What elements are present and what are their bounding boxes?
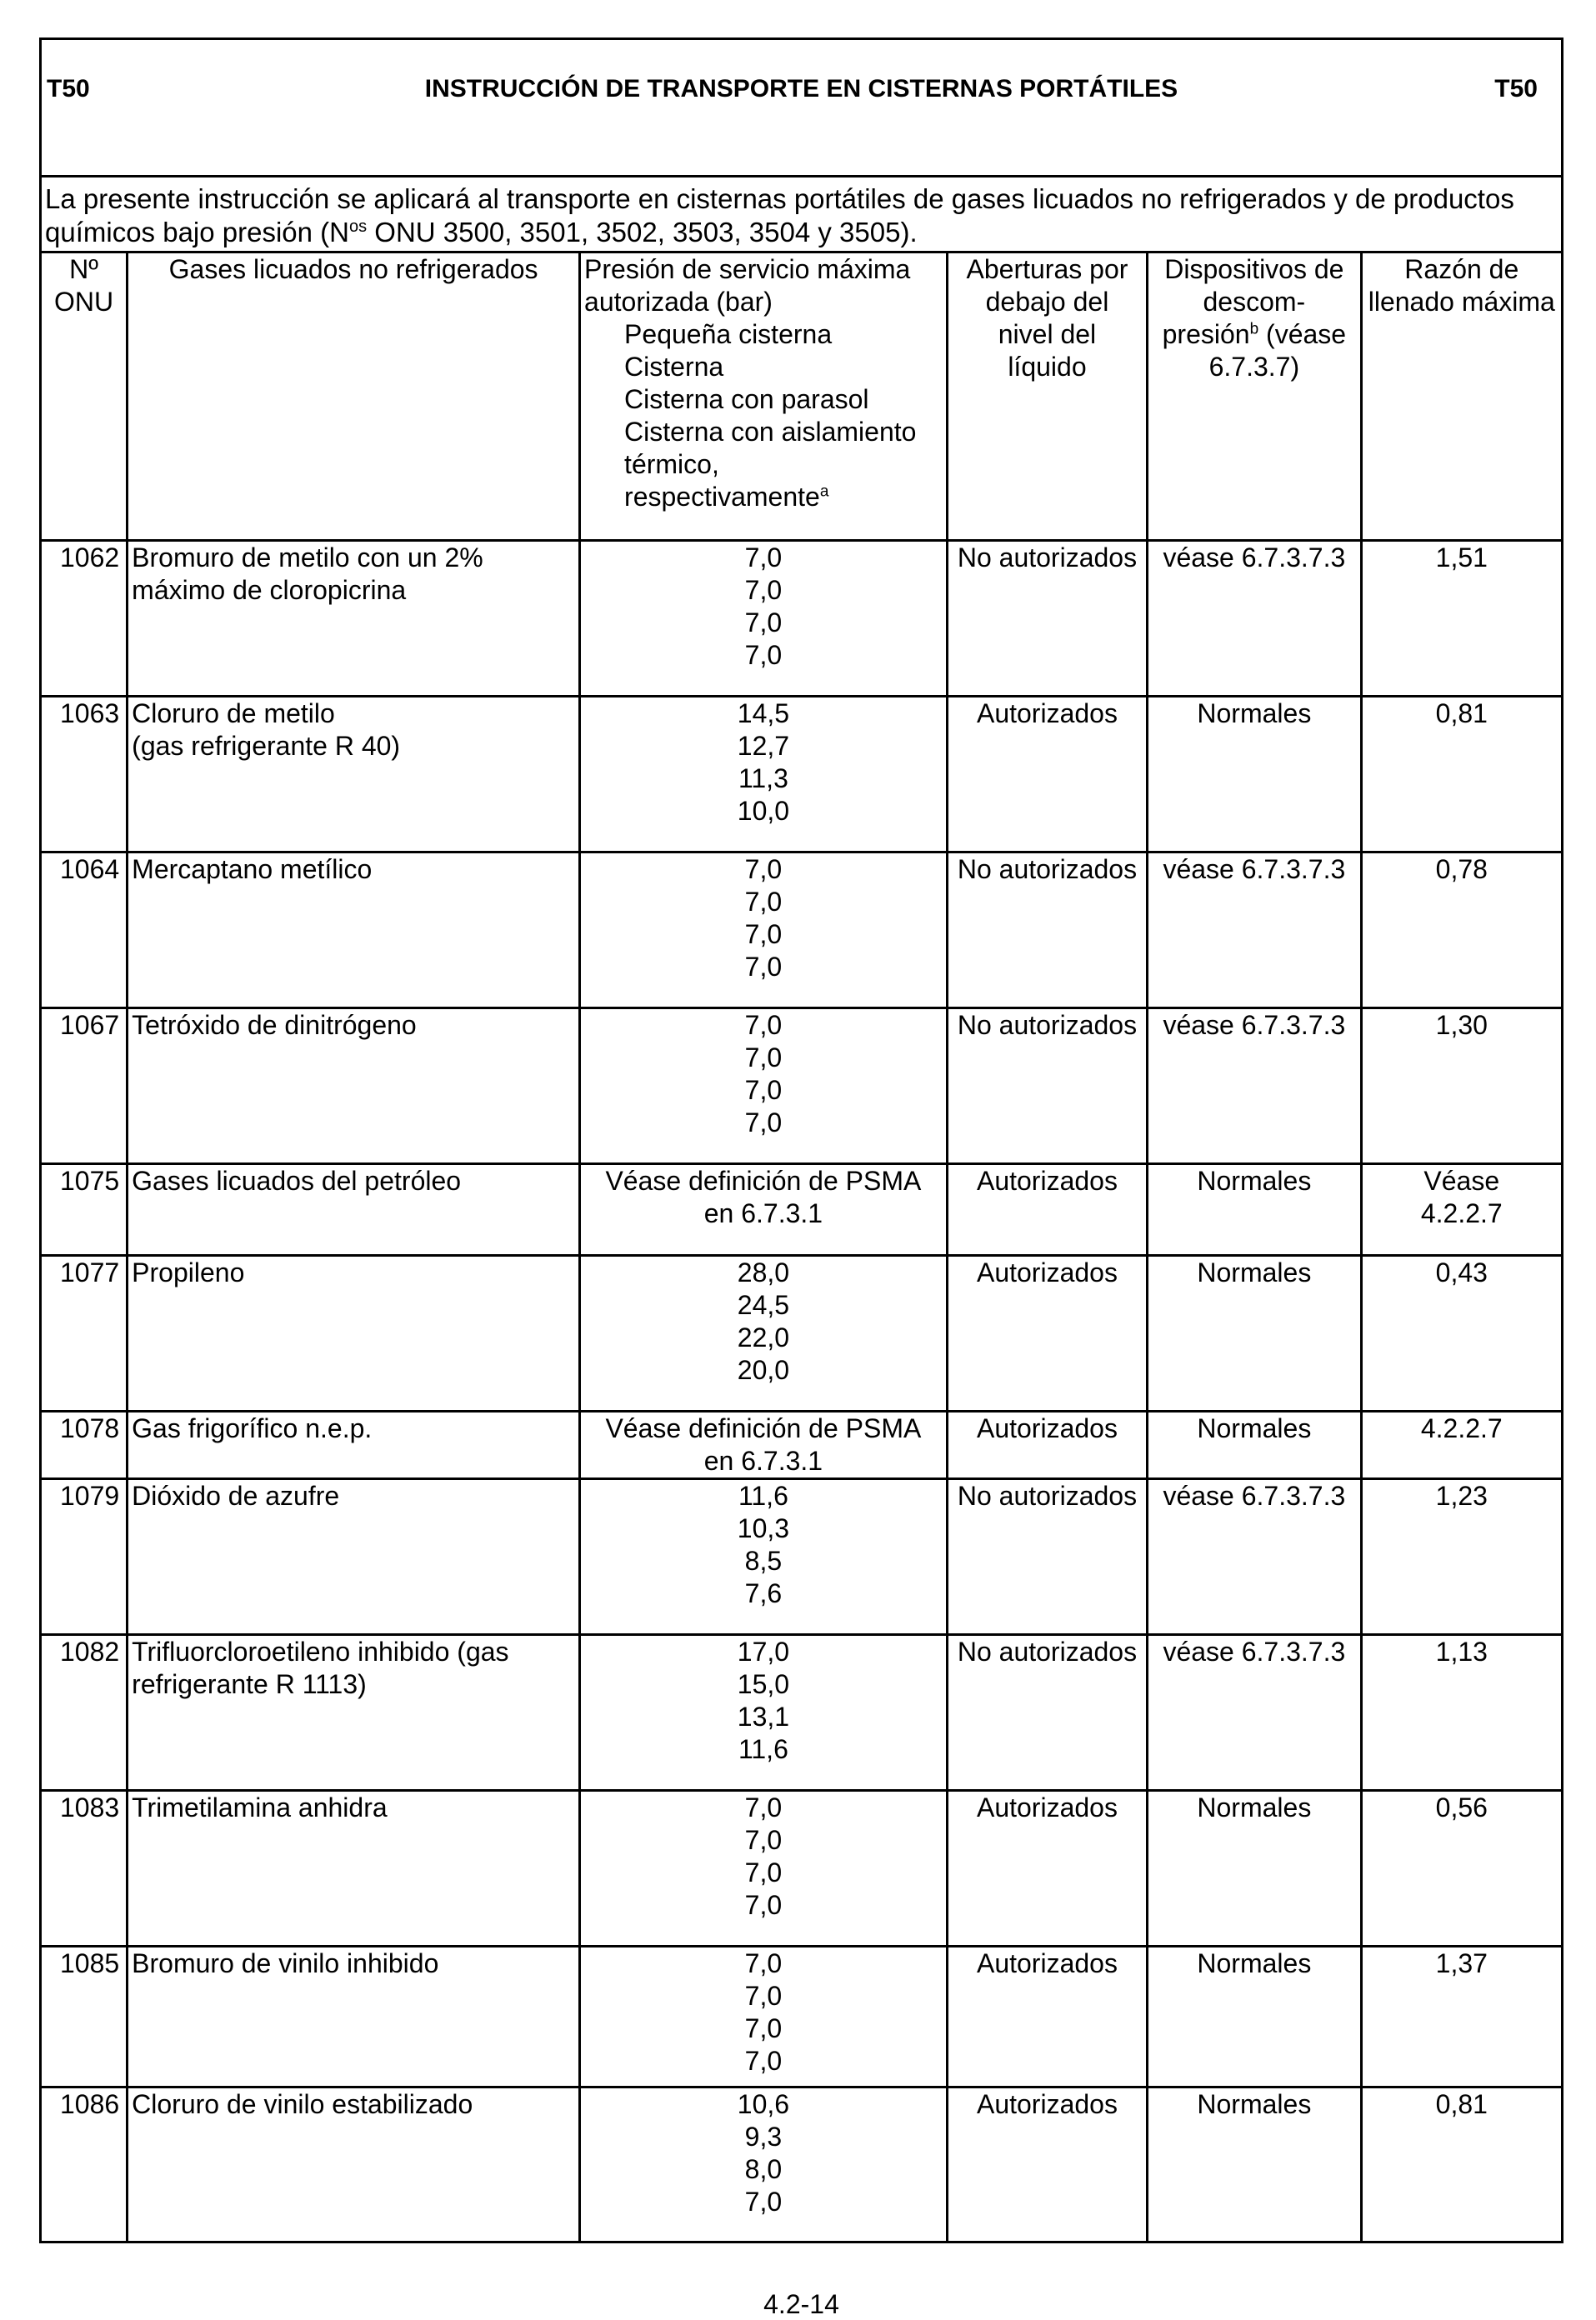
onu-number: 1063 [59, 698, 120, 728]
onu-number-cell [41, 1164, 128, 1256]
pressure-cell [580, 1008, 948, 1164]
onu-number-cell [41, 2088, 128, 2242]
onu-number-cell [41, 1256, 128, 1412]
pressure-value: 14,5 [737, 698, 790, 728]
devices-cell [1148, 697, 1361, 852]
devices-cell [1148, 1791, 1361, 1947]
gas-name-cell [128, 852, 580, 1008]
openings-value: No autorizados [957, 542, 1138, 572]
header-pressure-line: Presión de servicio máxima [584, 254, 911, 284]
header-pressure-sub: Cisterna con aislamiento [624, 417, 917, 447]
gas-name-cell [128, 1164, 580, 1256]
openings-value: Autorizados [976, 1792, 1118, 1822]
pressure-value: 7,0 [744, 1858, 783, 1888]
pressure-cell [580, 1256, 948, 1412]
onu-number-cell [41, 1947, 128, 2088]
onu-number-cell [41, 1008, 128, 1164]
table-row [41, 1412, 1563, 1479]
ratio-cell [1361, 1791, 1562, 1947]
pressure-value: 7,0 [744, 2046, 783, 2076]
openings-cell [947, 1635, 1147, 1791]
onu-number-cell [41, 541, 128, 697]
gas-name-cell [128, 697, 580, 852]
pressure-value: 11,3 [738, 763, 788, 793]
intro-sup: os [349, 218, 368, 236]
pressure-value: 7,0 [744, 1825, 783, 1855]
pressure-value: 7,0 [744, 1981, 783, 2011]
ratio-value: 1,51 [1435, 542, 1488, 572]
title-row [41, 39, 1563, 177]
pressure-value: 7,0 [744, 854, 783, 884]
ratio-value: 0,81 [1435, 698, 1488, 728]
intro-text-end: ONU 3500, 3501, 3502, 3503, 3504 y 3505). [367, 217, 918, 248]
pressure-cell [580, 1635, 948, 1791]
pressure-value: 10,6 [737, 2089, 790, 2119]
pressure-cell [580, 1791, 948, 1947]
devices-cell [1148, 1256, 1361, 1412]
gas-name-line: refrigerante R 1113) [132, 1669, 367, 1699]
pressure-value: 7,0 [744, 575, 783, 605]
devices-cell [1148, 1947, 1361, 2088]
pressure-value: 7,6 [744, 1578, 783, 1608]
gas-name-cell [128, 1947, 580, 2088]
header-pressure [580, 252, 948, 541]
devices-value: véase 6.7.3.7.3 [1163, 1010, 1346, 1040]
onu-number-cell [41, 1635, 128, 1791]
openings-cell [947, 1164, 1147, 1256]
gas-name-line: Propileno [132, 1258, 245, 1288]
header-pressure-sub: Cisterna con parasol [624, 384, 869, 414]
pressure-value: 7,0 [744, 952, 783, 982]
gas-name-cell [128, 2088, 580, 2242]
gas-name-cell [128, 1008, 580, 1164]
gas-name-line: Mercaptano metílico [132, 854, 373, 884]
onu-number: 1067 [59, 1010, 120, 1040]
table-row [41, 2088, 1563, 2242]
ratio-value: 1,30 [1435, 1010, 1488, 1040]
ratio-value: 1,23 [1435, 1481, 1488, 1511]
ratio-cell [1361, 1412, 1562, 1479]
devices-value: Normales [1197, 1166, 1312, 1196]
openings-cell [947, 1412, 1147, 1479]
pressure-cell [580, 1164, 948, 1256]
pressure-value: 7,0 [744, 640, 783, 670]
pressure-value: 7,0 [744, 1792, 783, 1822]
table-row [41, 1479, 1563, 1635]
pressure-value: 7,0 [744, 1948, 783, 1978]
openings-cell [947, 2088, 1147, 2242]
gas-name-cell [128, 541, 580, 697]
openings-value: Autorizados [976, 1166, 1118, 1196]
header-devices [1148, 252, 1361, 541]
openings-value: Autorizados [976, 1948, 1118, 1978]
pressure-value: 7,0 [744, 887, 783, 917]
pressure-value: 7,0 [744, 1042, 783, 1072]
table-row [41, 1164, 1563, 1256]
pressure-cell [580, 852, 948, 1008]
pressure-value: 8,5 [744, 1546, 783, 1576]
devices-cell [1148, 1412, 1361, 1479]
ratio-value: 0,43 [1435, 1258, 1488, 1288]
onu-number: 1078 [59, 1413, 120, 1443]
gas-name-line: Tetróxido de dinitrógeno [132, 1010, 417, 1040]
header-devices-text: (véase [1258, 319, 1347, 349]
openings-cell [947, 697, 1147, 852]
gas-name-line: Trimetilamina anhidra [132, 1792, 388, 1822]
header-pressure-line: autorizada (bar) [584, 287, 773, 317]
onu-number-cell [41, 1412, 128, 1479]
header-onu-line: Nº [69, 254, 98, 284]
openings-cell [947, 852, 1147, 1008]
onu-number: 1075 [59, 1166, 120, 1196]
t50-table [39, 38, 1563, 2243]
openings-value: Autorizados [976, 1258, 1118, 1288]
pressure-value: 11,6 [738, 1481, 788, 1511]
openings-cell [947, 1256, 1147, 1412]
gas-name-line: Cloruro de metilo [132, 698, 335, 728]
pressure-value: 13,1 [737, 1702, 790, 1732]
openings-value: No autorizados [957, 854, 1138, 884]
footnote-a-marker: a [819, 482, 829, 501]
table-row [41, 1635, 1563, 1791]
header-devices-line: descom- [1203, 287, 1306, 317]
devices-cell [1148, 2088, 1361, 2242]
pressure-value: 7,0 [744, 1010, 783, 1040]
table-row [41, 697, 1563, 852]
gas-name-cell [128, 1412, 580, 1479]
onu-number: 1085 [59, 1948, 120, 1978]
ratio-cell [1361, 1479, 1562, 1635]
intro-text-part: La presente instrucción se aplicará al transporte en cisternas portátiles de gases licuados no refrigerados y de productos químicos bajo presión (N [45, 183, 1514, 248]
devices-cell [1148, 541, 1361, 697]
devices-cell [1148, 1164, 1361, 1256]
table-row [41, 541, 1563, 697]
gas-name-line: Bromuro de metilo con un 2% [132, 542, 483, 572]
devices-value: Normales [1197, 1258, 1312, 1288]
onu-number-cell [41, 697, 128, 852]
devices-value: véase 6.7.3.7.3 [1163, 1481, 1346, 1511]
header-pressure-sub: Cisterna [624, 352, 724, 382]
table-row [41, 852, 1563, 1008]
openings-cell [947, 1479, 1147, 1635]
gas-name-cell [128, 1635, 580, 1791]
devices-cell [1148, 1008, 1361, 1164]
gas-name-line: Cloruro de vinilo estabilizado [132, 2089, 473, 2119]
column-header-row [41, 252, 1563, 541]
devices-value: véase 6.7.3.7.3 [1163, 854, 1346, 884]
header-openings-line: Aberturas por [966, 254, 1128, 284]
table-row [41, 1008, 1563, 1164]
pressure-value: 9,3 [744, 2122, 783, 2152]
table-row [41, 1256, 1563, 1412]
ratio-value: 1,13 [1435, 1637, 1488, 1667]
gas-name-line: Gas frigorífico n.e.p. [132, 1413, 373, 1443]
ratio-cell [1361, 852, 1562, 1008]
ratio-cell [1361, 1008, 1562, 1164]
header-devices-line: Dispositivos de [1164, 254, 1344, 284]
pressure-value: 8,0 [744, 2154, 783, 2184]
gas-name-cell [128, 1791, 580, 1947]
pressure-value: 10,0 [737, 796, 790, 826]
pressure-cell [580, 697, 948, 852]
pressure-value: 7,0 [744, 2013, 783, 2043]
gas-name-cell [128, 1256, 580, 1412]
ratio-value: 4.2.2.7 [1420, 1198, 1503, 1228]
ratio-value: 1,37 [1435, 1948, 1488, 1978]
onu-number-cell [41, 1791, 128, 1947]
onu-number: 1077 [59, 1258, 120, 1288]
pressure-value: 11,6 [738, 1734, 788, 1764]
pressure-value: Véase definición de PSMA [605, 1413, 922, 1443]
intro-row [41, 177, 1563, 252]
pressure-value: 17,0 [737, 1637, 790, 1667]
instruction-code-right: T50 [1494, 75, 1538, 102]
ratio-value: 4.2.2.7 [1420, 1413, 1503, 1443]
header-devices-line [1148, 318, 1359, 351]
header-openings [947, 252, 1147, 541]
devices-cell [1148, 1479, 1361, 1635]
pressure-value: 28,0 [737, 1258, 790, 1288]
pressure-value: 7,0 [744, 542, 783, 572]
onu-number: 1082 [59, 1637, 120, 1667]
devices-value: Normales [1197, 1792, 1312, 1822]
header-ratio-line: Razón de [1404, 254, 1519, 284]
title-cell [41, 39, 1563, 177]
pressure-value: 15,0 [737, 1669, 790, 1699]
pressure-value: 20,0 [737, 1355, 790, 1385]
pressure-cell [580, 1479, 948, 1635]
pressure-cell [580, 541, 948, 697]
ratio-value: 0,81 [1435, 2089, 1488, 2119]
footnote-b-marker: b [1249, 320, 1259, 338]
openings-cell [947, 1008, 1147, 1164]
pressure-value: 12,7 [737, 731, 790, 761]
onu-number: 1079 [59, 1481, 120, 1511]
pressure-value: 7,0 [744, 2187, 783, 2217]
pressure-value: 7,0 [744, 1075, 783, 1105]
table-row [41, 1947, 1563, 2088]
pressure-value: 7,0 [744, 919, 783, 949]
gas-name-line: (gas refrigerante R 40) [132, 731, 401, 761]
openings-value: Autorizados [976, 698, 1118, 728]
header-ratio [1361, 252, 1562, 541]
pressure-value: 7,0 [744, 608, 783, 638]
ratio-cell [1361, 1635, 1562, 1791]
gas-name-line: Trifluorcloroetileno inhibido (gas [132, 1637, 509, 1667]
ratio-cell [1361, 541, 1562, 697]
devices-value: véase 6.7.3.7.3 [1163, 1637, 1346, 1667]
openings-value: Autorizados [976, 1413, 1118, 1443]
openings-cell [947, 541, 1147, 697]
pressure-value: 7,0 [744, 1108, 783, 1138]
devices-value: Normales [1197, 698, 1312, 728]
devices-cell [1148, 1635, 1361, 1791]
pressure-value: en 6.7.3.1 [703, 1446, 823, 1476]
pressure-value: Véase definición de PSMA [605, 1166, 922, 1196]
gas-name-line: Bromuro de vinilo inhibido [132, 1948, 439, 1978]
table-row [41, 1791, 1563, 1947]
openings-cell [947, 1791, 1147, 1947]
devices-cell [1148, 852, 1361, 1008]
page-number: 4.2-14 [763, 2289, 839, 2319]
gas-name-line: Dióxido de azufre [132, 1481, 340, 1511]
header-devices-text: presión [1162, 319, 1250, 349]
instruction-code-left: T50 [47, 75, 90, 102]
intro-text [41, 177, 1563, 252]
ratio-value: 0,78 [1435, 854, 1488, 884]
header-gases [128, 252, 580, 541]
pressure-value: 24,5 [737, 1290, 790, 1320]
devices-value: Normales [1197, 1413, 1312, 1443]
openings-value: Autorizados [976, 2089, 1118, 2119]
header-openings-line: debajo del [985, 287, 1109, 317]
gas-name-line: Gases licuados del petróleo [132, 1166, 462, 1196]
devices-value: Normales [1197, 2089, 1312, 2119]
ratio-cell [1361, 2088, 1562, 2242]
pressure-value: 10,3 [737, 1513, 790, 1543]
ratio-value: 0,56 [1435, 1792, 1488, 1822]
pressure-value: 7,0 [744, 1890, 783, 1920]
header-devices-line: 6.7.3.7) [1208, 352, 1300, 382]
pressure-cell [580, 2088, 948, 2242]
pressure-value: 22,0 [737, 1322, 790, 1352]
header-gases-label: Gases licuados no refrigerados [168, 254, 538, 284]
header-pressure-last [584, 481, 946, 513]
onu-number: 1086 [59, 2089, 120, 2119]
header-pressure-sub: Pequeña cisterna [624, 319, 833, 349]
header-pressure-sub: térmico, [624, 449, 719, 479]
openings-cell [947, 1947, 1147, 2088]
openings-value: No autorizados [957, 1481, 1138, 1511]
devices-value: véase 6.7.3.7.3 [1163, 542, 1346, 572]
document-page [39, 38, 1563, 2319]
onu-number: 1064 [59, 854, 120, 884]
pressure-value: en 6.7.3.1 [703, 1198, 823, 1228]
ratio-cell [1361, 697, 1562, 852]
onu-number: 1083 [59, 1792, 120, 1822]
openings-value: No autorizados [957, 1010, 1138, 1040]
header-pressure-last-text: respectivamente [624, 482, 820, 512]
gas-name-line: máximo de cloropicrina [132, 575, 407, 605]
ratio-cell [1361, 1164, 1562, 1256]
header-ratio-line: llenado máxima [1368, 287, 1555, 317]
ratio-cell [1361, 1256, 1562, 1412]
header-onu [41, 252, 128, 541]
devices-value: Normales [1197, 1948, 1312, 1978]
ratio-value: Véase [1423, 1166, 1500, 1196]
instruction-title: INSTRUCCIÓN DE TRANSPORTE EN CISTERNAS PORTÁTILES [424, 75, 1178, 102]
pressure-cell [580, 1412, 948, 1479]
ratio-cell [1361, 1947, 1562, 2088]
gas-name-cell [128, 1479, 580, 1635]
header-onu-line: ONU [54, 287, 114, 317]
onu-number-cell [41, 852, 128, 1008]
header-openings-line: nivel del [998, 319, 1097, 349]
onu-number-cell [41, 1479, 128, 1635]
openings-value: No autorizados [957, 1637, 1138, 1667]
onu-number: 1062 [59, 542, 120, 572]
header-openings-line: líquido [1008, 352, 1087, 382]
pressure-cell [580, 1947, 948, 2088]
